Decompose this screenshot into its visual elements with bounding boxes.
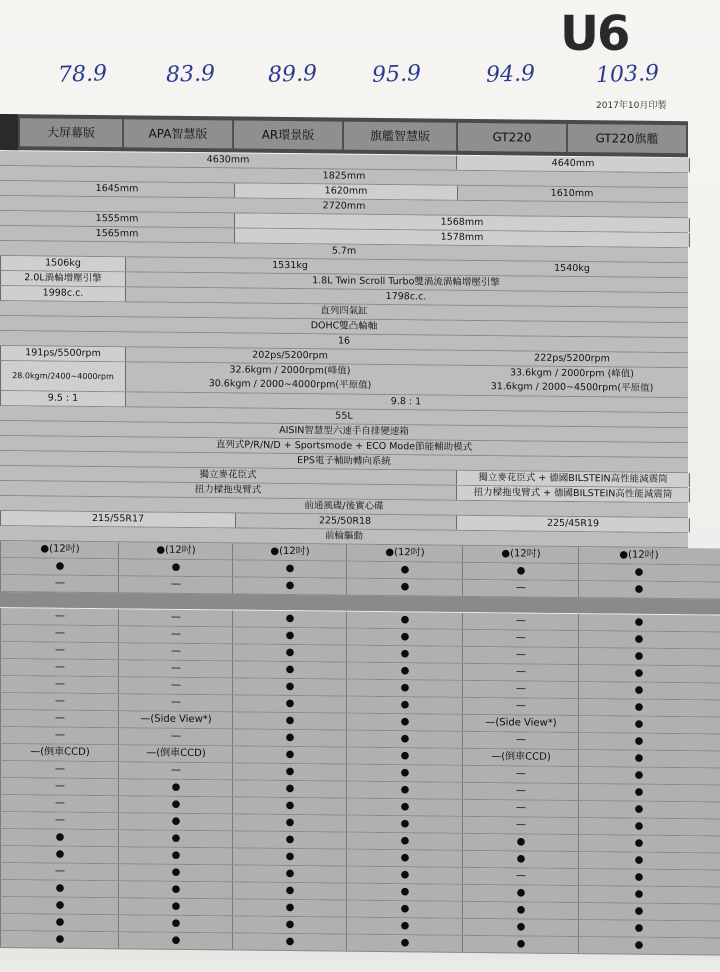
header-left-cap [0, 114, 18, 150]
feature-cell: — [0, 727, 119, 744]
wheelbase-cell: 2720mm [322, 200, 366, 212]
feature-cell: ● [346, 663, 463, 680]
feature-cell: ● [462, 885, 579, 902]
handwritten-price-6: 103.9 [595, 60, 660, 89]
feature-cell: ● [578, 614, 699, 631]
feature-cell: — [118, 626, 233, 643]
weight-cell: 1531kg [272, 259, 308, 272]
feature-cell: ● [578, 767, 699, 784]
height-cell: 1620mm [234, 183, 458, 199]
table-header [0, 114, 688, 157]
feature-cell: ● [578, 682, 699, 699]
feature-cell: ● [232, 729, 347, 746]
feature-cell: — [0, 608, 119, 625]
feature-cell: ● [118, 932, 233, 949]
screen-cell: ●(12吋) [346, 545, 463, 562]
displacement-cell: 1998c.c. [0, 286, 126, 301]
feature-cell: ● [346, 782, 463, 799]
front-suspension-cell: 獨立麥花臣式 + 德國BILSTEIN高性能減震筒 [456, 471, 690, 487]
feature-cell: ● [578, 801, 699, 818]
brand-logo: U6 [560, 6, 629, 62]
feature-cell: ● [0, 914, 119, 931]
brakes-cell: 前通風碟/後實心碟 [304, 500, 384, 513]
feature-cell: ● [0, 931, 119, 948]
compression-cell: 9.8 : 1 [390, 396, 422, 408]
screen-cell: ●(12吋) [0, 541, 119, 558]
screen-cell: ●(12吋) [462, 546, 579, 563]
feature-cell: — [0, 761, 119, 778]
feature-cell: ● [232, 577, 347, 594]
feature-cell: ● [578, 716, 699, 733]
handwritten-price-5: 94.9 [485, 61, 536, 88]
valvetrain-cell: DOHC雙凸輪軸 [310, 320, 378, 332]
column-header: 旗艦智慧版 [344, 122, 457, 151]
feature-cell: ● [118, 881, 233, 898]
valves-cell: 16 [337, 335, 351, 347]
feature-cell: — [0, 812, 119, 829]
feature-cell: ● [0, 880, 119, 897]
feature-cell: — [462, 647, 579, 664]
rear-track-cell: 1565mm [95, 228, 139, 240]
feature-cell: ● [0, 846, 119, 863]
feature-cell: — [118, 576, 233, 593]
feature-cell: — [0, 863, 119, 880]
feature-cell: ● [346, 579, 463, 596]
feature-cell: ● [578, 750, 699, 767]
feature-cell: ● [232, 916, 347, 933]
steering-cell: EPS電子輔助轉向系統 [297, 455, 391, 468]
feature-cell: ● [232, 712, 347, 729]
feature-cell: ● [232, 678, 347, 695]
feature-cell: — [462, 698, 579, 715]
feature-cell: —(倒車CCD) [462, 749, 579, 766]
feature-cell: — [0, 693, 119, 710]
feature-cell: — [118, 660, 233, 677]
feature-cell: ● [346, 918, 463, 935]
feature-cell: ● [346, 833, 463, 850]
feature-cell: ● [0, 829, 119, 846]
fuel-tank-cell: 55L [335, 410, 353, 422]
feature-cell: — [0, 795, 119, 812]
width-cell: 1825mm [322, 170, 366, 182]
feature-cell: ● [578, 818, 699, 835]
feature-cell: ● [232, 763, 347, 780]
column-header: GT220 [458, 123, 567, 152]
feature-cell: ● [232, 882, 347, 899]
feature-cell: — [0, 710, 119, 727]
feature-cell: ● [462, 851, 579, 868]
feature-cell: — [0, 778, 119, 795]
power-cell: 222ps/5200rpm [534, 352, 610, 365]
feature-cell: ● [346, 629, 463, 646]
screen-cell: ●(12吋) [578, 547, 699, 564]
handwritten-price-4: 95.9 [371, 61, 422, 88]
torque-cell: 28.0kgm/2400~4000rpm [0, 361, 126, 391]
front-suspension-cell: 獨立麥花臣式 [199, 469, 257, 481]
weight-cell: 1540kg [554, 262, 590, 275]
feature-cell: — [118, 643, 233, 660]
feature-cell: ● [232, 831, 347, 848]
length-cell: 4640mm [456, 156, 690, 172]
feature-cell: ● [346, 935, 463, 952]
feature-cell: ● [232, 814, 347, 831]
feature-cell: — [462, 817, 579, 834]
feature-cell: ● [346, 850, 463, 867]
feature-cell: ● [346, 901, 463, 918]
feature-cell: — [462, 630, 579, 647]
feature-cell: —(倒車CCD) [118, 745, 233, 762]
feature-cell: —(Side View*) [118, 711, 233, 728]
drivetrain-cell: 前輪驅動 [324, 530, 363, 542]
feature-cell: ● [578, 733, 699, 750]
feature-cell: — [462, 580, 579, 597]
feature-cell: ● [118, 796, 233, 813]
feature-cell: — [118, 609, 233, 626]
feature-cell: ● [346, 867, 463, 884]
engine-cell: 2.0L渦輪增壓引擎 [0, 271, 126, 286]
displacement-cell: 1798c.c. [385, 291, 427, 303]
feature-cell: — [462, 800, 579, 817]
column-header: AR環景版 [234, 120, 343, 149]
feature-cell: ● [578, 920, 699, 937]
feature-cell: — [0, 676, 119, 693]
feature-cell: ● [118, 779, 233, 796]
feature-cell: ● [346, 562, 463, 579]
weight-cell: 1506kg [0, 256, 126, 271]
feature-cell: — [0, 642, 119, 659]
rear-suspension-cell: 扭力樑拖曳臂式 + 德國BILSTEIN高性能減震筒 [456, 486, 690, 502]
feature-cell: ● [346, 680, 463, 697]
feature-cell: ● [578, 648, 699, 665]
feature-cell: ● [346, 612, 463, 629]
feature-cell: ● [118, 830, 233, 847]
tire-cell: 225/50R18 [318, 515, 372, 527]
rear-track-cell: 1578mm [234, 228, 690, 247]
torque-peak-cell: 33.6kgm / 2000rpm (峰值) [510, 367, 634, 380]
feature-cell: — [0, 575, 119, 592]
feature-cell: —(倒車CCD) [0, 744, 119, 761]
feature-cell: ● [578, 869, 699, 886]
feature-cell: ● [578, 665, 699, 682]
spec-table [0, 114, 720, 968]
feature-cell: ● [232, 933, 347, 950]
tire-cell: 215/55R17 [0, 511, 236, 527]
feature-cell: ● [118, 864, 233, 881]
feature-cell: ● [462, 902, 579, 919]
torque-peak-cell: 32.6kgm / 2000rpm(峰值) [229, 364, 351, 377]
drive-modes-cell: 直列式P/R/N/D + Sportsmode + ECO Mode節能輔助模式 [215, 439, 473, 453]
feature-cell: ● [232, 627, 347, 644]
feature-cell: ● [232, 610, 347, 627]
feature-cell: ● [346, 748, 463, 765]
feature-cell: ● [346, 646, 463, 663]
tire-cell: 225/45R19 [456, 516, 690, 532]
feature-cell: ● [578, 699, 699, 716]
feature-cell: — [0, 659, 119, 676]
length-cell: 4630mm [206, 154, 250, 166]
power-cell: 202ps/5200rpm [252, 349, 328, 362]
feature-cell: ● [346, 884, 463, 901]
feature-cell: ● [578, 903, 699, 920]
print-date: 2017年10月印製 [596, 101, 667, 111]
column-header: 大屏幕版 [20, 118, 123, 147]
handwritten-price-3: 89.9 [267, 61, 318, 88]
feature-cell: ● [232, 560, 347, 577]
compression-cell: 9.5 : 1 [0, 391, 126, 406]
feature-cell: ● [118, 813, 233, 830]
feature-cell: — [118, 677, 233, 694]
feature-cell: ● [346, 816, 463, 833]
feature-cell: ● [346, 765, 463, 782]
feature-cell: ● [232, 865, 347, 882]
torque-plateau-cell: 31.6kgm / 2000~4500rpm(平原值) [490, 381, 654, 394]
feature-cell: ● [0, 558, 119, 575]
screen-cell: ●(12吋) [232, 543, 347, 560]
cylinders-cell: 直列四氣缸 [320, 305, 368, 317]
feature-cell: ● [232, 746, 347, 763]
column-header: APA智慧版 [124, 119, 233, 148]
feature-cell: ● [578, 835, 699, 852]
rear-suspension-cell: 扭力樑拖曳臂式 [194, 484, 262, 496]
height-cell: 1610mm [550, 187, 594, 200]
feature-cell: — [118, 762, 233, 779]
feature-cell: — [118, 694, 233, 711]
feature-cell: ● [232, 695, 347, 712]
screen-cell: ●(12吋) [118, 542, 233, 559]
feature-cell: ● [232, 848, 347, 865]
front-track-cell: 1555mm [95, 213, 139, 225]
feature-cell: ● [462, 834, 579, 851]
feature-cell: ● [232, 899, 347, 916]
engine-cell: 1.8L Twin Scroll Turbo雙渦流渦輪增壓引擎 [312, 275, 500, 289]
feature-cell: ● [346, 714, 463, 731]
power-cell: 191ps/5500rpm [0, 346, 126, 361]
feature-cell: ● [118, 915, 233, 932]
turning-radius-cell: 5.7m [331, 245, 357, 257]
feature-cell: ● [0, 897, 119, 914]
feature-cell: ● [346, 731, 463, 748]
handwritten-price-1: 78.9 [57, 61, 108, 88]
torque-plateau-cell: 30.6kgm / 2000~4000rpm(平原值) [208, 378, 372, 391]
feature-cell: ● [578, 886, 699, 903]
feature-cell: ● [578, 784, 699, 801]
feature-cell: ● [578, 581, 699, 598]
feature-cell: — [118, 728, 233, 745]
feature-cell: —(Side View*) [462, 715, 579, 732]
feature-cell: ● [118, 898, 233, 915]
feature-cell: ● [346, 799, 463, 816]
feature-cell: ● [462, 563, 579, 580]
feature-cell: ● [462, 919, 579, 936]
feature-cell: — [462, 766, 579, 783]
handwritten-price-2: 83.9 [165, 61, 216, 88]
feature-cell: ● [462, 936, 579, 953]
feature-cell: ● [232, 797, 347, 814]
feature-cell: ● [578, 564, 699, 581]
feature-cell: ● [232, 780, 347, 797]
feature-cell: — [0, 625, 119, 642]
feature-cell: ● [578, 937, 699, 954]
feature-cell: ● [578, 631, 699, 648]
feature-cell: ● [232, 661, 347, 678]
feature-cell: — [462, 681, 579, 698]
height-cell: 1645mm [95, 183, 139, 195]
front-track-cell: 1568mm [234, 213, 690, 232]
feature-cell: — [462, 664, 579, 681]
feature-cell: — [462, 868, 579, 885]
feature-cell: — [462, 732, 579, 749]
feature-table [0, 544, 720, 972]
feature-cell: ● [118, 847, 233, 864]
column-header: GT220旗艦 [568, 124, 687, 153]
feature-cell: ● [346, 697, 463, 714]
transmission-cell: AISIN智慧型六速手自排變速箱 [279, 424, 409, 438]
feature-cell: — [462, 613, 579, 630]
feature-cell: ● [118, 559, 233, 576]
feature-cell: — [462, 783, 579, 800]
feature-cell: ● [232, 644, 347, 661]
feature-cell: ● [578, 852, 699, 869]
